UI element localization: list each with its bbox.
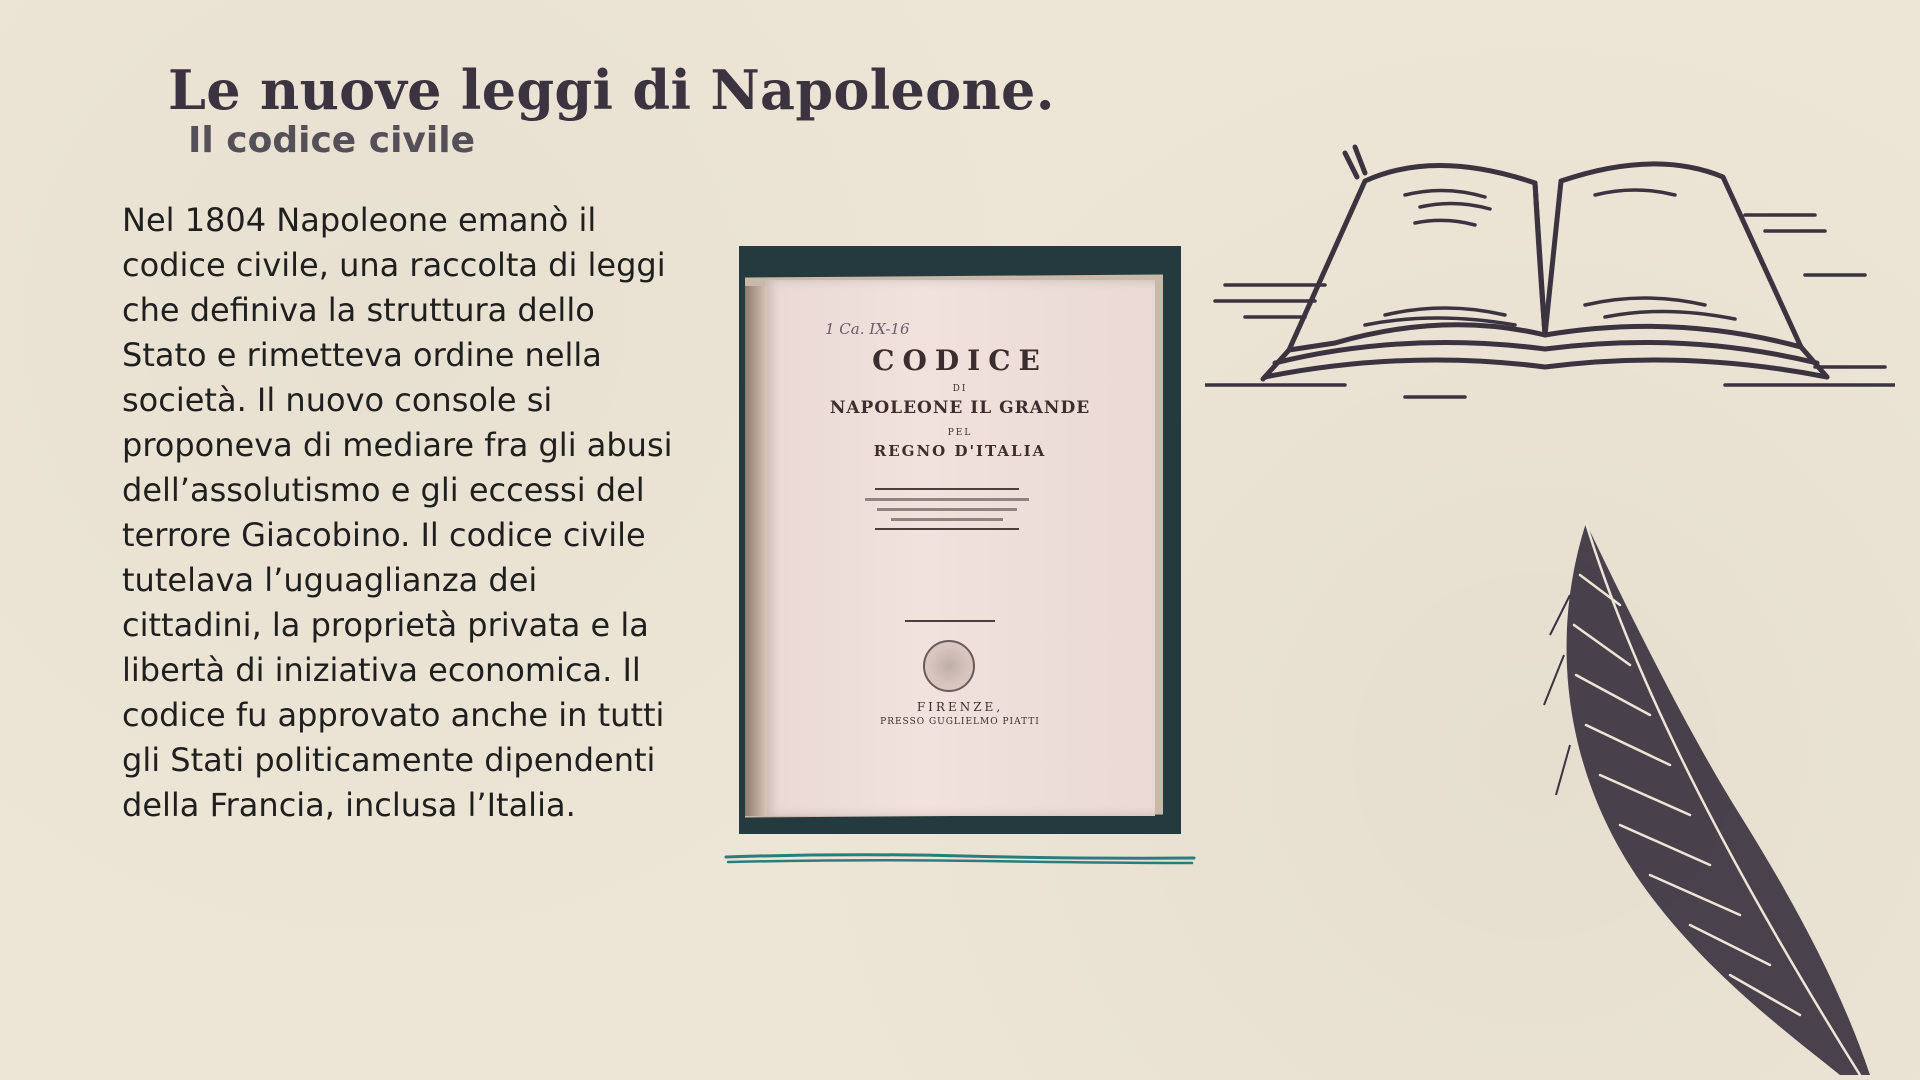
title-page	[765, 280, 1155, 816]
body-line: della Francia, inclusa l’Italia.	[122, 786, 576, 824]
body-paragraph	[122, 198, 702, 828]
body-line: Stato e rimetteva ordine nella	[122, 336, 602, 374]
body-line: società. Il nuovo console si	[122, 381, 553, 419]
body-line: dell’assolutismo e gli eccessi del	[122, 471, 645, 509]
photo-title-napoleone: NAPOLEONE IL GRANDE	[829, 398, 1091, 418]
photo-fineprint	[877, 508, 1017, 511]
body-line: codice civile, una raccolta di leggi	[122, 246, 666, 284]
slide-title: Le nuove leggi di Napoleone.	[168, 58, 1055, 122]
body-line: libertà di iniziativa economica. Il	[122, 651, 641, 689]
body-line: codice fu approvato anche in tutti	[122, 696, 665, 734]
body-line: proponeva di mediare fra gli abusi	[122, 426, 673, 464]
codice-title-page-photo	[739, 246, 1181, 834]
body-line: gli Stati politicamente dipendenti	[122, 741, 656, 779]
photo-word-pel: PEL	[947, 428, 973, 438]
slide-subtitle: Il codice civile	[188, 120, 475, 161]
photo-rule	[905, 620, 995, 622]
photo-fineprint	[891, 518, 1003, 521]
photo-rule	[875, 488, 1019, 490]
photo-fineprint	[865, 498, 1029, 501]
body-line: terrore Giacobino. Il codice civile	[122, 516, 646, 554]
publisher-seal-icon	[923, 640, 975, 692]
body-line: che definiva la struttura dello	[122, 291, 595, 329]
photo-title-codice: CODICE	[872, 344, 1048, 377]
photo-word-di: DI	[952, 384, 968, 394]
body-line: Nel 1804 Napoleone emanò il	[122, 201, 597, 239]
photo-title-regno: REGNO D'ITALIA	[873, 442, 1047, 460]
book-spine	[745, 286, 767, 816]
photo-city: FIRENZE,	[916, 700, 1004, 714]
body-line: cittadini, la proprietà privata e la	[122, 606, 649, 644]
body-line: tutelava l’uguaglianza dei	[122, 561, 538, 599]
feather-quill-drawing-icon	[1540, 515, 1870, 1075]
photo-rule	[875, 528, 1019, 530]
open-book-drawing-icon	[1205, 135, 1895, 405]
handwritten-note: 1 Ca. IX-16	[825, 320, 910, 338]
teal-underline-stroke	[724, 848, 1196, 870]
photo-publisher: PRESSO GUGLIELMO PIATTI	[880, 717, 1040, 727]
